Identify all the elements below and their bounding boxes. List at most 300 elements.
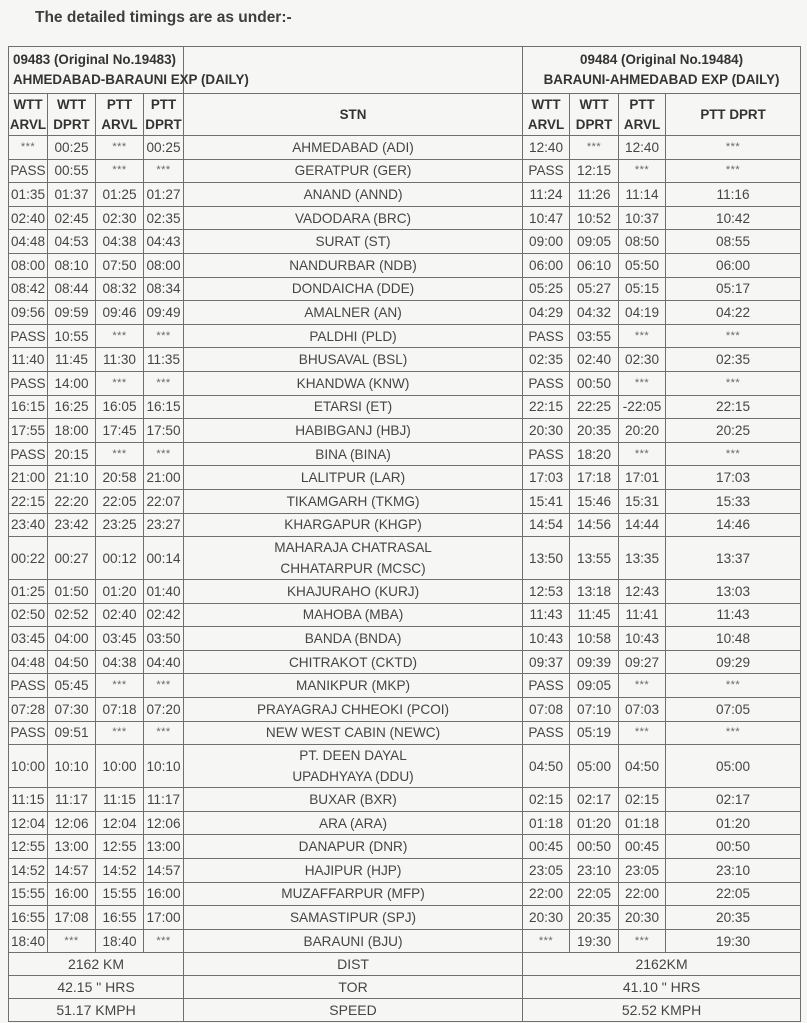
timetable bbox=[8, 46, 801, 1022]
table-row bbox=[9, 835, 801, 859]
left-wtt-dprt-cell: 14:00 bbox=[48, 371, 96, 395]
left-ptt-dprt-cell: 07:20 bbox=[144, 698, 184, 722]
station-name: LALITPUR (LAR) bbox=[300, 470, 406, 486]
station-cell bbox=[184, 811, 523, 835]
table-row bbox=[9, 674, 801, 698]
right-wtt-dprt-cell: 06:10 bbox=[570, 253, 619, 277]
left-wtt-arvl-cell: *** bbox=[9, 136, 48, 160]
right-ptt-dprt-cell: 22:15 bbox=[666, 395, 801, 419]
left-ptt-arvl-cell: *** bbox=[96, 371, 144, 395]
left-wtt-arvl-cell: 14:52 bbox=[9, 859, 48, 883]
table-row bbox=[9, 419, 801, 443]
station-cell bbox=[184, 537, 523, 580]
right-wtt-dprt-cell: 14:56 bbox=[570, 513, 619, 537]
left-wtt-arvl-cell: 08:00 bbox=[9, 253, 48, 277]
column-header-right-0 bbox=[523, 94, 570, 136]
left-ptt-dprt-cell: 23:27 bbox=[144, 513, 184, 537]
right-wtt-arvl-cell: 23:05 bbox=[523, 859, 570, 883]
left-wtt-arvl-cell: PASS bbox=[9, 442, 48, 466]
station-name: ARA (ARA) bbox=[319, 815, 388, 831]
right-wtt-dprt-cell: 10:58 bbox=[570, 627, 619, 651]
left-ptt-arvl-cell: 20:58 bbox=[96, 466, 144, 490]
right-wtt-dprt-cell: 10:52 bbox=[570, 206, 619, 230]
right-wtt-arvl-cell: PASS bbox=[523, 371, 570, 395]
right-ptt-dprt-cell: 11:16 bbox=[666, 183, 801, 207]
right-ptt-dprt-cell: 05:00 bbox=[666, 745, 801, 788]
right-wtt-dprt-cell: 00:50 bbox=[570, 835, 619, 859]
left-ptt-arvl-cell: *** bbox=[96, 324, 144, 348]
column-header-line1: PTT DPRT bbox=[700, 106, 766, 122]
column-header-line2: ARVL bbox=[9, 116, 47, 132]
left-wtt-dprt-cell: 05:45 bbox=[48, 674, 96, 698]
station-cell bbox=[184, 603, 523, 627]
left-wtt-dprt-cell: 07:30 bbox=[48, 698, 96, 722]
left-ptt-dprt-cell: 09:49 bbox=[144, 301, 184, 325]
left-wtt-arvl-cell: 15:55 bbox=[9, 882, 48, 906]
station-cell bbox=[184, 419, 523, 443]
column-header-line1: PTT bbox=[629, 96, 655, 112]
right-ptt-arvl-cell: *** bbox=[619, 721, 666, 745]
left-ptt-arvl-cell: 10:00 bbox=[96, 745, 144, 788]
station-name: KHARGAPUR (KHGP) bbox=[284, 517, 422, 533]
right-wtt-arvl-cell: 20:30 bbox=[523, 906, 570, 930]
right-wtt-arvl-cell: 22:00 bbox=[523, 882, 570, 906]
summary-left-value: 42.15 " HRS bbox=[9, 976, 184, 999]
left-wtt-arvl-cell: PASS bbox=[9, 674, 48, 698]
left-ptt-dprt-cell: 16:15 bbox=[144, 395, 184, 419]
summary-right-value: 52.52 KMPH bbox=[523, 999, 801, 1022]
station-cell bbox=[184, 230, 523, 254]
right-ptt-arvl-cell: 11:41 bbox=[619, 603, 666, 627]
right-wtt-dprt-cell: 07:10 bbox=[570, 698, 619, 722]
summary-row-time-of-run bbox=[9, 976, 801, 999]
left-ptt-dprt-cell: 04:40 bbox=[144, 650, 184, 674]
left-ptt-arvl-cell: 03:45 bbox=[96, 627, 144, 651]
left-wtt-dprt-cell: 09:51 bbox=[48, 721, 96, 745]
station-name: DONDAICHA (DDE) bbox=[291, 281, 415, 297]
table-row bbox=[9, 324, 801, 348]
right-wtt-arvl-cell: 15:41 bbox=[523, 489, 570, 513]
right-wtt-arvl-cell: 10:47 bbox=[523, 206, 570, 230]
station-name: KHANDWA (KNW) bbox=[296, 375, 410, 391]
station-cell bbox=[184, 159, 523, 183]
left-ptt-arvl-cell: 22:05 bbox=[96, 489, 144, 513]
left-wtt-dprt-cell: 18:00 bbox=[48, 419, 96, 443]
left-wtt-arvl-cell: 03:45 bbox=[9, 627, 48, 651]
left-wtt-arvl-cell: 18:40 bbox=[9, 929, 48, 953]
station-cell bbox=[184, 513, 523, 537]
right-ptt-arvl-cell: 08:50 bbox=[619, 230, 666, 254]
summary-label: SPEED bbox=[184, 999, 523, 1022]
left-wtt-dprt-cell: 11:17 bbox=[48, 788, 96, 812]
right-wtt-dprt-cell: 20:35 bbox=[570, 419, 619, 443]
page-title: The detailed timings are as under:- bbox=[35, 9, 292, 26]
right-ptt-dprt-cell: 11:43 bbox=[666, 603, 801, 627]
right-ptt-arvl-cell: 10:37 bbox=[619, 206, 666, 230]
left-wtt-dprt-cell: *** bbox=[48, 929, 96, 953]
left-wtt-arvl-cell: 02:50 bbox=[9, 603, 48, 627]
left-wtt-dprt-cell: 08:44 bbox=[48, 277, 96, 301]
right-wtt-dprt-cell: 05:27 bbox=[570, 277, 619, 301]
left-wtt-arvl-cell: PASS bbox=[9, 324, 48, 348]
right-ptt-arvl-cell: 12:40 bbox=[619, 136, 666, 160]
left-ptt-dprt-cell: 00:14 bbox=[144, 537, 184, 580]
right-ptt-arvl-cell: 15:31 bbox=[619, 489, 666, 513]
table-row bbox=[9, 371, 801, 395]
column-header-right-3 bbox=[666, 94, 801, 136]
table-row bbox=[9, 206, 801, 230]
right-ptt-dprt-cell: 04:22 bbox=[666, 301, 801, 325]
left-ptt-arvl-cell: 01:20 bbox=[96, 580, 144, 604]
station-name: ETARSI (ET) bbox=[313, 399, 393, 415]
station-name: MAHOBA (MBA) bbox=[302, 607, 404, 623]
left-wtt-dprt-cell: 10:55 bbox=[48, 324, 96, 348]
left-wtt-dprt-cell: 14:57 bbox=[48, 859, 96, 883]
right-ptt-arvl-cell: 02:30 bbox=[619, 348, 666, 372]
right-ptt-dprt-cell: *** bbox=[666, 371, 801, 395]
right-ptt-dprt-cell: *** bbox=[666, 674, 801, 698]
right-ptt-arvl-cell: 04:50 bbox=[619, 745, 666, 788]
right-ptt-arvl-cell: *** bbox=[619, 371, 666, 395]
right-wtt-arvl-cell: 09:37 bbox=[523, 650, 570, 674]
left-wtt-dprt-cell: 04:50 bbox=[48, 650, 96, 674]
left-ptt-dprt-cell: 10:10 bbox=[144, 745, 184, 788]
right-ptt-arvl-cell: 01:18 bbox=[619, 811, 666, 835]
right-ptt-dprt-cell: 06:00 bbox=[666, 253, 801, 277]
station-cell bbox=[184, 442, 523, 466]
left-ptt-arvl-cell: 02:30 bbox=[96, 206, 144, 230]
left-wtt-dprt-cell: 01:50 bbox=[48, 580, 96, 604]
left-wtt-arvl-cell: 10:00 bbox=[9, 745, 48, 788]
right-wtt-dprt-cell: 03:55 bbox=[570, 324, 619, 348]
right-ptt-dprt-cell: *** bbox=[666, 136, 801, 160]
station-cell bbox=[184, 580, 523, 604]
right-ptt-arvl-cell: 20:20 bbox=[619, 419, 666, 443]
left-ptt-dprt-cell: *** bbox=[144, 674, 184, 698]
left-ptt-arvl-cell: 16:05 bbox=[96, 395, 144, 419]
right-ptt-arvl-cell: 14:44 bbox=[619, 513, 666, 537]
right-wtt-arvl-cell: 11:24 bbox=[523, 183, 570, 207]
left-wtt-dprt-cell: 12:06 bbox=[48, 811, 96, 835]
column-header-left-3 bbox=[144, 94, 184, 136]
column-header-line1: PTT bbox=[150, 96, 177, 112]
right-ptt-arvl-cell: 09:27 bbox=[619, 650, 666, 674]
left-wtt-dprt-cell: 17:08 bbox=[48, 906, 96, 930]
left-ptt-dprt-cell: 02:42 bbox=[144, 603, 184, 627]
right-wtt-dprt-cell: 13:18 bbox=[570, 580, 619, 604]
table-row bbox=[9, 721, 801, 745]
right-ptt-arvl-cell: 22:00 bbox=[619, 882, 666, 906]
station-name: MUZAFFARPUR (MFP) bbox=[281, 886, 425, 902]
right-wtt-dprt-cell: 11:26 bbox=[570, 183, 619, 207]
right-wtt-arvl-cell: 00:45 bbox=[523, 835, 570, 859]
right-ptt-arvl-cell: 05:50 bbox=[619, 253, 666, 277]
left-wtt-dprt-cell: 08:10 bbox=[48, 253, 96, 277]
column-header-right-1 bbox=[570, 94, 619, 136]
station-name: AHMEDABAD (ADI) bbox=[292, 139, 414, 155]
right-wtt-dprt-cell: 17:18 bbox=[570, 466, 619, 490]
table-row bbox=[9, 183, 801, 207]
left-ptt-arvl-cell: 00:12 bbox=[96, 537, 144, 580]
right-wtt-arvl-cell: PASS bbox=[523, 674, 570, 698]
table-row bbox=[9, 301, 801, 325]
right-wtt-arvl-cell: 01:18 bbox=[523, 811, 570, 835]
left-wtt-dprt-cell: 00:25 bbox=[48, 136, 96, 160]
left-ptt-dprt-cell: 21:00 bbox=[144, 466, 184, 490]
left-ptt-arvl-cell: 11:30 bbox=[96, 348, 144, 372]
left-ptt-dprt-cell: 16:00 bbox=[144, 882, 184, 906]
left-wtt-arvl-cell: 07:28 bbox=[9, 698, 48, 722]
right-ptt-arvl-cell: 17:01 bbox=[619, 466, 666, 490]
station-name-line2: UPADHYAYA (DDU) bbox=[292, 769, 414, 785]
right-ptt-arvl-cell: 02:15 bbox=[619, 788, 666, 812]
right-wtt-arvl-cell: 22:15 bbox=[523, 395, 570, 419]
right-wtt-arvl-cell: 13:50 bbox=[523, 537, 570, 580]
left-ptt-dprt-cell: 08:00 bbox=[144, 253, 184, 277]
station-name: PT. DEEN DAYAL bbox=[299, 748, 407, 764]
column-header-line2: ARVL bbox=[527, 116, 565, 132]
left-wtt-arvl-cell: 17:55 bbox=[9, 419, 48, 443]
right-ptt-dprt-cell: *** bbox=[666, 721, 801, 745]
column-header-line2: DPRT bbox=[145, 116, 182, 132]
train-right-name: BARAUNI-AHMEDABAD EXP (DAILY) bbox=[543, 72, 780, 87]
summary-row-distance bbox=[9, 953, 801, 976]
station-name: KHAJURAHO (KURJ) bbox=[286, 583, 420, 599]
left-ptt-dprt-cell: *** bbox=[144, 324, 184, 348]
right-ptt-dprt-cell: *** bbox=[666, 324, 801, 348]
column-header-right-2 bbox=[619, 94, 666, 136]
left-ptt-arvl-cell: 12:55 bbox=[96, 835, 144, 859]
right-wtt-dprt-cell: 23:10 bbox=[570, 859, 619, 883]
right-wtt-dprt-cell: 11:45 bbox=[570, 603, 619, 627]
station-name: NANDURBAR (NDB) bbox=[289, 257, 417, 273]
left-ptt-arvl-cell: *** bbox=[96, 674, 144, 698]
right-wtt-arvl-cell: 06:00 bbox=[523, 253, 570, 277]
column-header-line1: WTT bbox=[531, 96, 561, 112]
station-name: BARAUNI (BJU) bbox=[303, 933, 403, 949]
summary-row-speed bbox=[9, 999, 801, 1022]
right-wtt-arvl-cell: 10:43 bbox=[523, 627, 570, 651]
table-row bbox=[9, 929, 801, 953]
right-wtt-arvl-cell: 17:03 bbox=[523, 466, 570, 490]
station-name: BUXAR (BXR) bbox=[309, 792, 397, 808]
station-cell bbox=[184, 301, 523, 325]
left-ptt-dprt-cell: *** bbox=[144, 721, 184, 745]
table-row bbox=[9, 650, 801, 674]
table-row bbox=[9, 442, 801, 466]
train-left-name: AHMEDABAD-BARAUNI EXP (DAILY) bbox=[13, 72, 249, 87]
table-row bbox=[9, 253, 801, 277]
right-ptt-dprt-cell: 15:33 bbox=[666, 489, 801, 513]
station-cell bbox=[184, 489, 523, 513]
station-cell bbox=[184, 395, 523, 419]
left-ptt-dprt-cell: 01:27 bbox=[144, 183, 184, 207]
station-cell bbox=[184, 466, 523, 490]
right-wtt-arvl-cell: *** bbox=[523, 929, 570, 953]
station-name: AMALNER (AN) bbox=[304, 304, 402, 320]
right-ptt-dprt-cell: 13:03 bbox=[666, 580, 801, 604]
left-ptt-arvl-cell: 11:15 bbox=[96, 788, 144, 812]
station-name: BHUSAVAL (BSL) bbox=[298, 352, 408, 368]
right-wtt-arvl-cell: 09:00 bbox=[523, 230, 570, 254]
left-ptt-dprt-cell: 08:34 bbox=[144, 277, 184, 301]
station-cell bbox=[184, 929, 523, 953]
right-wtt-arvl-cell: 04:29 bbox=[523, 301, 570, 325]
column-header-line1: WTT bbox=[13, 96, 43, 112]
table-row bbox=[9, 159, 801, 183]
column-header-left-2 bbox=[96, 94, 144, 136]
left-ptt-dprt-cell: *** bbox=[144, 929, 184, 953]
right-ptt-arvl-cell: 07:03 bbox=[619, 698, 666, 722]
station-name: CHITRAKOT (CKTD) bbox=[288, 654, 418, 670]
table-row bbox=[9, 859, 801, 883]
left-wtt-dprt-cell: 01:37 bbox=[48, 183, 96, 207]
left-wtt-arvl-cell: 11:40 bbox=[9, 348, 48, 372]
right-ptt-dprt-cell: 13:37 bbox=[666, 537, 801, 580]
train-right-number: 09484 (Original No.19484) bbox=[580, 52, 744, 67]
right-ptt-dprt-cell: 23:10 bbox=[666, 859, 801, 883]
right-ptt-arvl-cell: 13:35 bbox=[619, 537, 666, 580]
right-wtt-dprt-cell: 15:46 bbox=[570, 489, 619, 513]
station-cell bbox=[184, 835, 523, 859]
right-wtt-dprt-cell: 18:20 bbox=[570, 442, 619, 466]
train-left-number: 09483 (Original No.19483) bbox=[13, 52, 176, 67]
station-cell bbox=[184, 627, 523, 651]
right-ptt-dprt-cell: 19:30 bbox=[666, 929, 801, 953]
table-row bbox=[9, 277, 801, 301]
right-wtt-dprt-cell: 01:20 bbox=[570, 811, 619, 835]
left-ptt-arvl-cell: *** bbox=[96, 159, 144, 183]
station-name: BANDA (BNDA) bbox=[304, 631, 402, 647]
column-header-line1: WTT bbox=[579, 96, 609, 112]
left-ptt-arvl-cell: 02:40 bbox=[96, 603, 144, 627]
right-ptt-dprt-cell: 09:29 bbox=[666, 650, 801, 674]
left-ptt-dprt-cell: 00:25 bbox=[144, 136, 184, 160]
left-wtt-dprt-cell: 11:45 bbox=[48, 348, 96, 372]
right-wtt-arvl-cell: PASS bbox=[523, 324, 570, 348]
right-wtt-dprt-cell: 13:55 bbox=[570, 537, 619, 580]
summary-right-value: 2162KM bbox=[523, 953, 801, 976]
left-ptt-arvl-cell: 12:04 bbox=[96, 811, 144, 835]
right-wtt-dprt-cell: 20:35 bbox=[570, 906, 619, 930]
station-name: MANIKPUR (MKP) bbox=[296, 678, 411, 694]
right-wtt-dprt-cell: 09:39 bbox=[570, 650, 619, 674]
right-wtt-dprt-cell: 09:05 bbox=[570, 230, 619, 254]
table-row bbox=[9, 489, 801, 513]
right-wtt-arvl-cell: 02:15 bbox=[523, 788, 570, 812]
left-wtt-arvl-cell: 01:25 bbox=[9, 580, 48, 604]
right-wtt-arvl-cell: PASS bbox=[523, 159, 570, 183]
table-row bbox=[9, 466, 801, 490]
right-ptt-dprt-cell: 02:35 bbox=[666, 348, 801, 372]
column-header-line2: DPRT bbox=[575, 116, 613, 132]
right-ptt-dprt-cell: 07:05 bbox=[666, 698, 801, 722]
right-ptt-dprt-cell: 14:46 bbox=[666, 513, 801, 537]
right-ptt-arvl-cell: 10:43 bbox=[619, 627, 666, 651]
left-wtt-dprt-cell: 02:52 bbox=[48, 603, 96, 627]
left-ptt-dprt-cell: *** bbox=[144, 442, 184, 466]
column-header-line1: WTT bbox=[57, 96, 86, 112]
station-name: GERATPUR (GER) bbox=[294, 163, 412, 179]
left-wtt-arvl-cell: 12:55 bbox=[9, 835, 48, 859]
left-ptt-dprt-cell: *** bbox=[144, 159, 184, 183]
right-wtt-arvl-cell: 04:50 bbox=[523, 745, 570, 788]
right-wtt-dprt-cell: 09:05 bbox=[570, 674, 619, 698]
train-left-title bbox=[9, 47, 249, 94]
station-name: ANAND (ANND) bbox=[303, 186, 403, 202]
station-cell bbox=[184, 371, 523, 395]
left-wtt-arvl-cell: 08:42 bbox=[9, 277, 48, 301]
table-row bbox=[9, 348, 801, 372]
station-cell bbox=[184, 206, 523, 230]
right-ptt-dprt-cell: 20:25 bbox=[666, 419, 801, 443]
table-row bbox=[9, 627, 801, 651]
station-cell bbox=[184, 698, 523, 722]
left-wtt-dprt-cell: 23:42 bbox=[48, 513, 96, 537]
right-wtt-dprt-cell: 12:15 bbox=[570, 159, 619, 183]
left-wtt-arvl-cell: 12:04 bbox=[9, 811, 48, 835]
right-ptt-arvl-cell: 12:43 bbox=[619, 580, 666, 604]
right-wtt-arvl-cell: PASS bbox=[523, 442, 570, 466]
right-ptt-arvl-cell: 00:45 bbox=[619, 835, 666, 859]
right-ptt-dprt-cell: 01:20 bbox=[666, 811, 801, 835]
table-row bbox=[9, 603, 801, 627]
right-wtt-arvl-cell: 20:30 bbox=[523, 419, 570, 443]
station-cell bbox=[184, 674, 523, 698]
right-ptt-dprt-cell: 20:35 bbox=[666, 906, 801, 930]
right-ptt-arvl-cell: 05:15 bbox=[619, 277, 666, 301]
right-ptt-arvl-cell: *** bbox=[619, 674, 666, 698]
left-wtt-arvl-cell: 01:35 bbox=[9, 183, 48, 207]
left-wtt-dprt-cell: 02:45 bbox=[48, 206, 96, 230]
column-header-left-0 bbox=[9, 94, 48, 136]
left-ptt-arvl-cell: 15:55 bbox=[96, 882, 144, 906]
left-ptt-dprt-cell: 11:35 bbox=[144, 348, 184, 372]
left-wtt-dprt-cell: 04:53 bbox=[48, 230, 96, 254]
right-ptt-arvl-cell: *** bbox=[619, 929, 666, 953]
train-header-row bbox=[9, 47, 801, 94]
right-ptt-arvl-cell: *** bbox=[619, 324, 666, 348]
left-ptt-dprt-cell: 12:06 bbox=[144, 811, 184, 835]
left-wtt-arvl-cell: 23:40 bbox=[9, 513, 48, 537]
station-cell bbox=[184, 745, 523, 788]
right-ptt-dprt-cell: 02:17 bbox=[666, 788, 801, 812]
left-wtt-arvl-cell: 16:15 bbox=[9, 395, 48, 419]
station-name: DANAPUR (DNR) bbox=[298, 839, 408, 855]
left-ptt-dprt-cell: 22:07 bbox=[144, 489, 184, 513]
column-header-line1: PTT bbox=[106, 96, 133, 112]
right-ptt-arvl-cell: 23:05 bbox=[619, 859, 666, 883]
station-cell bbox=[184, 324, 523, 348]
left-ptt-arvl-cell: 14:52 bbox=[96, 859, 144, 883]
right-wtt-arvl-cell: 07:08 bbox=[523, 698, 570, 722]
right-wtt-dprt-cell: 19:30 bbox=[570, 929, 619, 953]
column-header-line2: DPRT bbox=[53, 116, 90, 132]
station-cell bbox=[184, 183, 523, 207]
table-row bbox=[9, 882, 801, 906]
left-wtt-arvl-cell: PASS bbox=[9, 159, 48, 183]
left-wtt-dprt-cell: 09:59 bbox=[48, 301, 96, 325]
station-cell bbox=[184, 721, 523, 745]
right-ptt-dprt-cell: 17:03 bbox=[666, 466, 801, 490]
station-cell bbox=[184, 348, 523, 372]
table-row bbox=[9, 136, 801, 160]
right-ptt-dprt-cell: 22:05 bbox=[666, 882, 801, 906]
left-ptt-dprt-cell: 11:17 bbox=[144, 788, 184, 812]
station-cell bbox=[184, 277, 523, 301]
left-ptt-dprt-cell: 14:57 bbox=[144, 859, 184, 883]
summary-left-value: 2162 KM bbox=[9, 953, 184, 976]
